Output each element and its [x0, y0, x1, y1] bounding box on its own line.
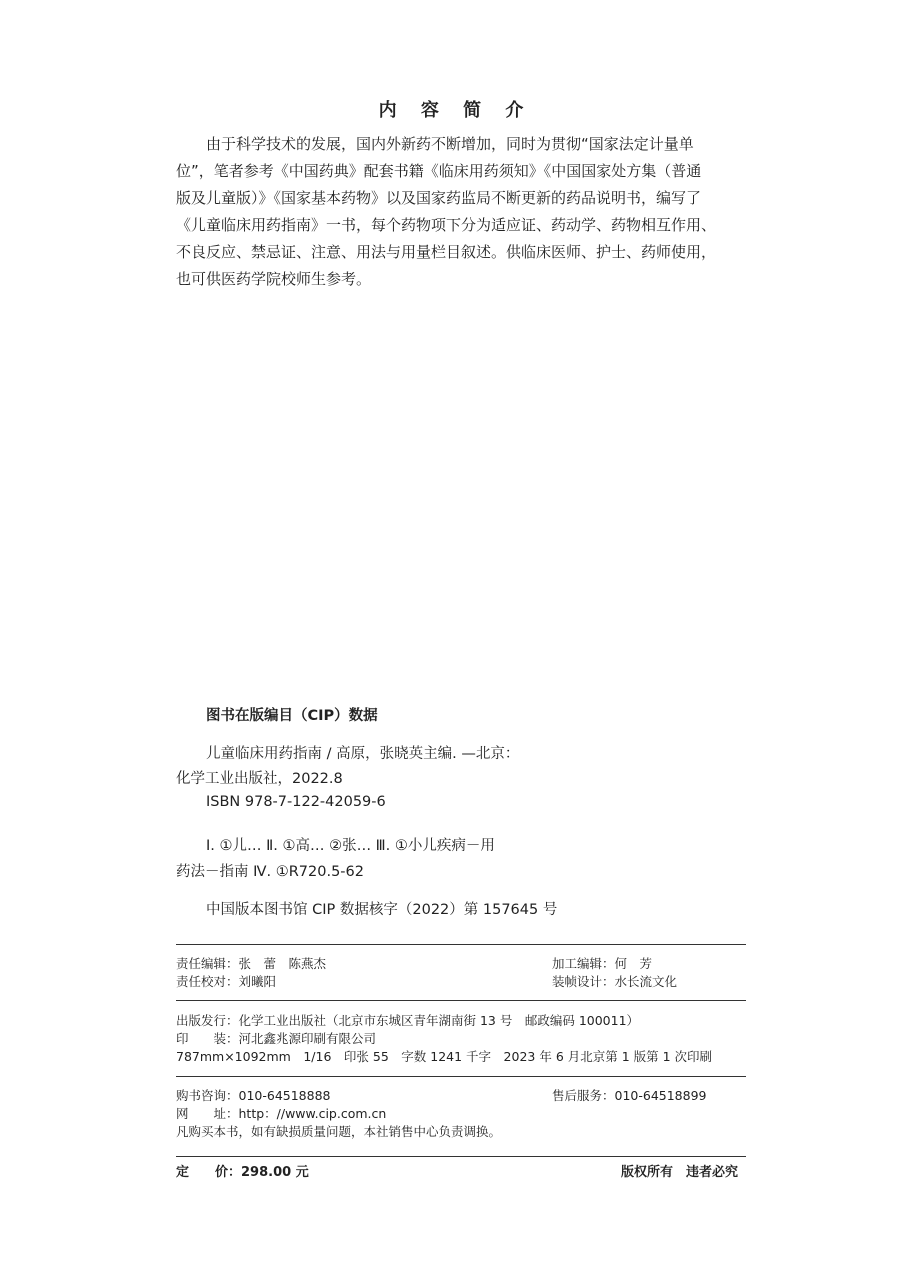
- publishing-block: [176, 1012, 746, 1072]
- cip-record-number: 中国版本图书馆 CIP 数据核字（2022）第 157645 号: [206, 902, 558, 918]
- cover-designer: 装帧设计：水长流文化: [552, 974, 678, 989]
- divider: [176, 1076, 746, 1077]
- processing-editor: 加工编辑：何 芳: [552, 956, 653, 971]
- divider: [176, 1156, 746, 1157]
- responsible-proofreader: 责任校对：刘曦阳: [176, 974, 277, 989]
- footer: [176, 1164, 746, 1184]
- cip-title-line: 儿童临床用药指南 / 高原，张晓英主编. —北京：: [206, 746, 520, 762]
- cip-classification-line: Ⅰ. ①儿… Ⅱ. ①高… ②张… Ⅲ. ①小儿疾病－用: [206, 838, 495, 854]
- intro-paragraph: [176, 131, 744, 293]
- intro-line: 位”，笔者参考《中国药典》配套书籍《临床用药须知》《中国国家处方集（普通: [176, 162, 702, 180]
- print-specs: 787mm×1092mm 1/16 印张 55 字数 1241 千字 2023 年 6 月北京第 1 版第 1 次印刷: [176, 1049, 713, 1064]
- cip-heading: 图书在版编目（CIP）数据: [206, 708, 378, 724]
- copyright-notice: 版权所有 违者必究: [620, 1165, 738, 1180]
- printer-info: 印 装：河北鑫兆源印刷有限公司: [176, 1031, 377, 1046]
- price: 定 价：298.00 元: [176, 1165, 309, 1180]
- intro-line: 不良反应、禁忌证、注意、用法与用量栏目叙述。供临床医师、护士、药师使用，: [176, 243, 717, 261]
- intro-line: 也可供医药学院校师生参考。: [176, 270, 372, 288]
- cip-classification-line: 药法－指南 Ⅳ. ①R720.5-62: [176, 864, 364, 880]
- replacement-notice: 凡购买本书，如有缺损质量问题，本社销售中心负责调换。: [176, 1124, 502, 1139]
- cip-isbn: ISBN 978-7-122-42059-6: [206, 794, 386, 810]
- divider: [176, 1000, 746, 1001]
- intro-line: 由于科学技术的发展，国内外新药不断增加，同时为贯彻“国家法定计量单: [206, 135, 694, 153]
- intro-line: 《儿童临床用药指南》一书，每个药物项下分为适应证、药动学、药物相互作用、: [176, 216, 717, 234]
- website: 网 址：http：//www.cip.com.cn: [176, 1106, 387, 1121]
- credits-block: [176, 955, 746, 995]
- intro-line: 版及儿童版）》《国家基本药物》以及国家药监局不断更新的药品说明书，编写了: [176, 189, 702, 207]
- page-title: 内 容 简 介: [378, 100, 533, 121]
- responsible-editor: 责任编辑：张 蕾 陈燕杰: [176, 956, 327, 971]
- purchase-hotline: 购书咨询：010-64518888: [176, 1088, 331, 1103]
- publisher-info: 出版发行：化学工业出版社（北京市东城区青年湖南街 13 号 邮政编码 100011）: [176, 1013, 640, 1028]
- contact-block: [176, 1087, 746, 1147]
- after-sales-hotline: 售后服务：010-64518899: [552, 1088, 707, 1103]
- cip-publisher-line: 化学工业出版社，2022.8: [176, 771, 343, 787]
- divider: [176, 944, 746, 945]
